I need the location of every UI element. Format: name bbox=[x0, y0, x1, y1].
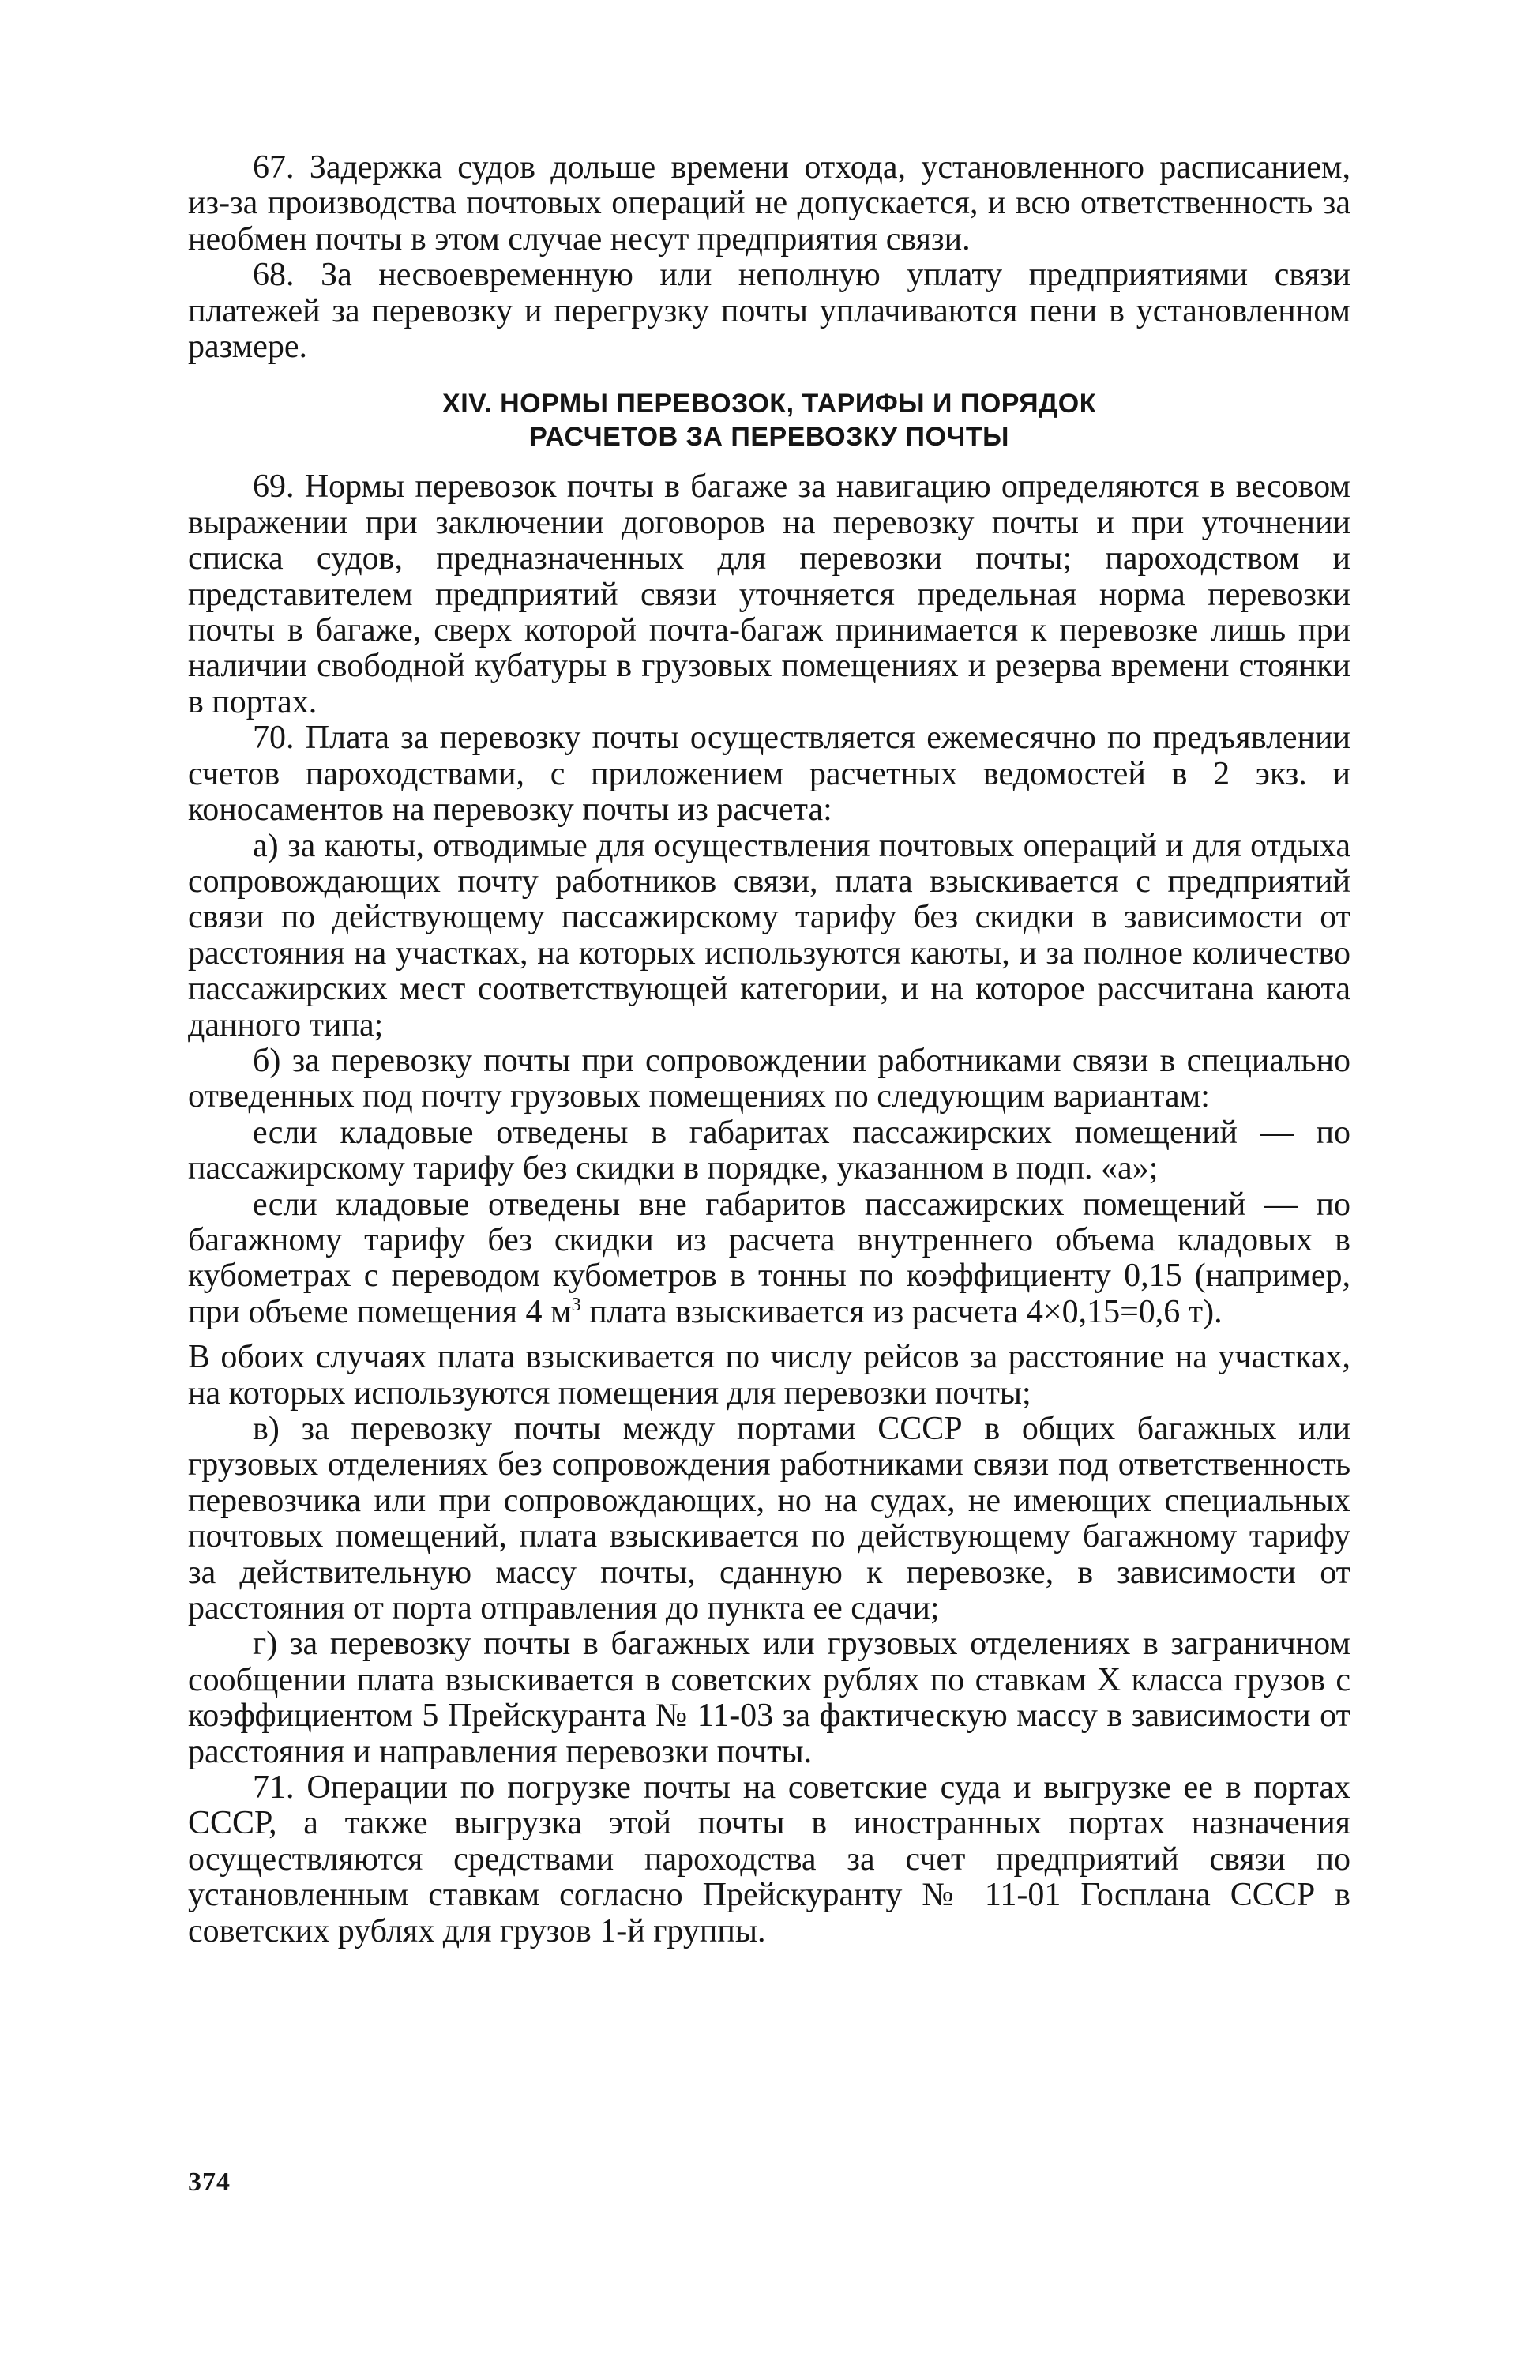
paragraph-70-a: а) за каюты, отводимые для осуществления почтовых операций и для отдыха сопровождающих почту работников связи, плата взыскивается с предприятий связи по действующему пассажирскому тарифу без скидки в зависимости от расстояния на участках, на которых используются каюты, и за полное количество пассажирских мест соответствующей категории, и на которое рассчитана каюта данного типа; bbox=[188, 827, 1350, 1043]
paragraph-70: 70. Плата за перевозку почты осуществляется ежемесячно по предъявлении счетов пароходствами, с приложением расчетных ведомостей в 2 экз. и коносаментов на перевозку почты из расчета: bbox=[188, 720, 1350, 829]
page-number: 374 bbox=[188, 2168, 231, 2197]
paragraph-70-g: г) за перевозку почты в багажных или грузовых отделениях в заграничном сообщении плата взыскивается в советских рублях по ставкам X класса грузов с коэффициентом 5 Прейскуранта № 11-03 за фактическую массу в зависимости от расстояния и направления перевозки почты. bbox=[188, 1626, 1350, 1770]
paragraph-70-b-option-2-start: если кладовые отведены вне габаритов пассажирских помещений — по багажному тарифу без скидки из расчета внутреннего объема кладовых в кубометрах с переводом кубометров в тонны по коэффициенту 0,15 (например, при объеме помещения 4 м bbox=[188, 1186, 1350, 1330]
page-body bbox=[188, 150, 1350, 1949]
section-heading bbox=[188, 387, 1350, 453]
cubic-superscript: 3 bbox=[571, 1294, 581, 1315]
section-heading-line-1: XIV. НОРМЫ ПЕРЕВОЗОК, ТАРИФЫ И ПОРЯДОК bbox=[442, 389, 1096, 419]
paragraph-68: 68. За несвоевременную или неполную уплату предприятиями связи платежей за перевозку и перегрузку почты уплачиваются пени в установленном размере. bbox=[188, 257, 1350, 366]
paragraph-71: 71. Операции по погрузке почты на советские суда и выгрузке ее в портах СССР, а также выгрузка этой почты в иностранных портах назначения осуществляются средствами пароходства за счет предприятий связи по установленным ставкам согласно Прейскуранту № 11-01 Госплана СССР в советских рублях для грузов 1-й группы. bbox=[188, 1769, 1350, 1949]
section-heading-line-2: РАСЧЕТОВ ЗА ПЕРЕВОЗКУ ПОЧТЫ bbox=[529, 422, 1009, 453]
paragraph-70-b-note: В обоих случаях плата взыскивается по числу рейсов за расстояние на участках, на которых используются помещения для перевозки почты; bbox=[188, 1339, 1350, 1412]
paragraph-70-b: б) за перевозку почты при сопровождении работниками связи в специально отведенных под почту грузовых помещениях по следующим вариантам: bbox=[188, 1042, 1350, 1115]
paragraph-67: 67. Задержка судов дольше времени отхода, установленного расписанием, из-за производства почтовых операций не допускается, и всю ответственность за необмен почты в этом случае несут предприятия связи. bbox=[188, 149, 1350, 258]
paragraph-70-b-option-1: если кладовые отведены в габаритах пассажирских помещений — по пассажирскому тарифу без скидки в порядке, указанном в подп. «а»; bbox=[188, 1114, 1350, 1187]
paragraph-69: 69. Нормы перевозок почты в багаже за навигацию определяются в весовом выражении при заключении договоров на перевозку почты и при уточнении списка судов, предназначенных для перевозки почты; пароходством и представителем предприятий связи уточняется предельная норма перевозки почты в багаже, сверх которой почта-багаж принимается к перевозке лишь при наличии свободной кубатуры в грузовых помещениях и резерва времени стоянки в портах. bbox=[188, 468, 1350, 720]
paragraph-70-b-option-2-end: плата взыскивается из расчета 4×0,15=0,6 т). bbox=[580, 1293, 1223, 1330]
paragraph-70-b-option-2 bbox=[188, 1187, 1350, 1331]
paragraph-70-v: в) за перевозку почты между портами СССР в общих багажных или грузовых отделениях без сопровождения работниками связи под ответственность перевозчика или при сопровождающих, но на судах, не имеющих специальных почтовых помещений, плата взыскивается по действующему багажному тарифу за действительную массу почты, сданную к перевозке, в зависимости от расстояния от порта отправления до пункта ее сдачи; bbox=[188, 1411, 1350, 1627]
